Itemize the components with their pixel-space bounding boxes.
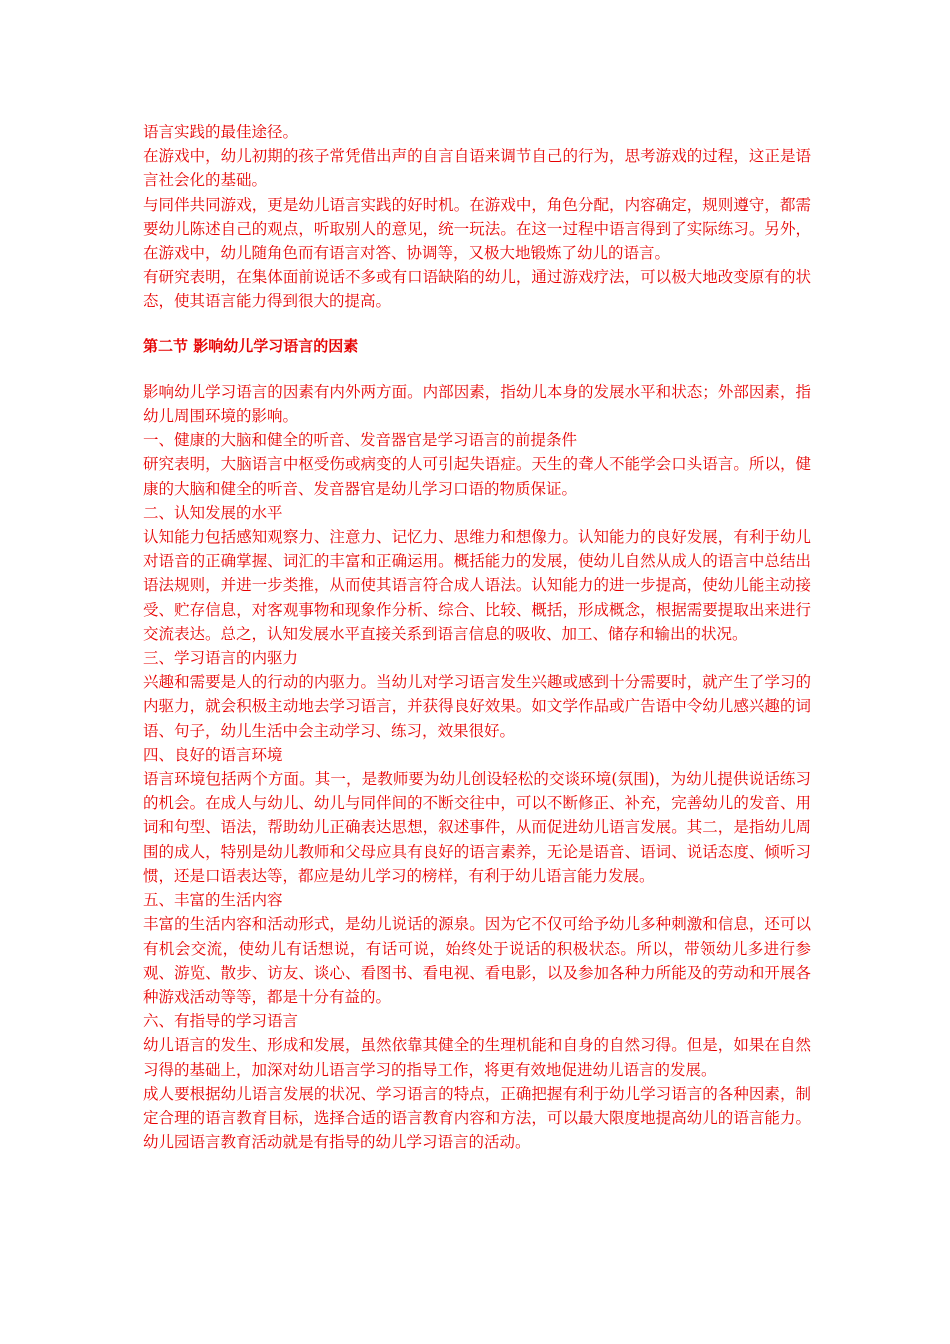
factor-body-2: 认知能力包括感知观察力、注意力、记忆力、思维力和想像力。认知能力的良好发展，有利于幼儿对语音的正确掌握、词汇的丰富和正确运用。概括能力的发展，使幼儿自然从成人的语言中总结出语法规则，并进一步类推，从而使其语言符合成人语法。认知能力的进一步提高，使幼儿能主动接受、贮存信息，对客观事物和现象作分析、综合、比较、概括，形成概念，根据需要提取出来进行交流表达。总之，认知发展水平直接关系到语言信息的吸收、加工、储存和输出的状况。: [143, 528, 811, 643]
intro-paragraph-2: 在游戏中，幼儿初期的孩子常凭借出声的自言自语来调节自己的行为，思考游戏的过程，这正是语言社会化的基础。: [143, 147, 811, 190]
factor-heading-5: 五、丰富的生活内容: [143, 891, 283, 910]
section-title: 第二节 影响幼儿学习语言的因素: [143, 336, 359, 355]
factor-body-1: 研究表明，大脑语言中枢受伤或病变的人可引起失语症。天生的聋人不能学会口头语言。所以，健康的大脑和健全的听音、发音器官是幼儿学习口语的物质保证。: [143, 455, 811, 498]
closing-paragraph: 成人要根据幼儿语言发展的状况、学习语言的特点，正确把握有利于幼儿学习语言的各种因素，制定合理的语言教育目标，选择合适的语言教育内容和方法，可以最大限度地提高幼儿的语言能力。幼儿园语言教育活动就是有指导的幼儿学习语言的活动。: [143, 1084, 811, 1152]
factor-body-6: 幼儿语言的发生、形成和发展，虽然依靠其健全的生理机能和自身的自然习得。但是，如果在自然习得的基础上，加深对幼儿语言学习的指导工作，将更有效地促进幼儿语言的发展。: [143, 1036, 811, 1079]
factor-heading-6: 六、有指导的学习语言: [143, 1012, 299, 1031]
intro-paragraph-3: 与同伴共同游戏，更是幼儿语言实践的好时机。在游戏中，角色分配，内容确定，规则遵守，都需要幼儿陈述自己的观点，听取别人的意见，统一玩法。在这一过程中语言得到了实际练习。另外，在游戏中，幼儿随角色而有语言对答、协调等，又极大地锻炼了幼儿的语言。: [143, 195, 811, 263]
factor-body-5: 丰富的生活内容和活动形式，是幼儿说话的源泉。因为它不仅可给予幼儿多种刺激和信息，还可以有机会交流，使幼儿有话想说，有话可说，始终处于说话的积极状态。所以，带领幼儿多进行参观、游览、散步、访友、谈心、看图书、看电视、看电影，以及参加各种力所能及的劳动和开展各种游戏活动等等，都是十分有益的。: [143, 915, 811, 1006]
factor-heading-1: 一、健康的大脑和健全的听音、发音器官是学习语言的前提条件: [143, 431, 578, 450]
factor-heading-4: 四、良好的语言环境: [143, 745, 283, 764]
document-body: [143, 120, 811, 1154]
factor-heading-3: 三、学习语言的内驱力: [143, 649, 299, 668]
intro-paragraph-1: 语言实践的最佳途径。: [143, 123, 299, 141]
factor-body-3: 兴趣和需要是人的行动的内驱力。当幼儿对学习语言发生兴趣或感到十分需要时，就产生了学习的内驱力，就会积极主动地去学习语言，并获得良好效果。如文学作品或广告语中令幼儿感兴趣的词语、句子，幼儿生活中会主动学习、练习，效果很好。: [143, 673, 811, 740]
factor-heading-2: 二、认知发展的水平: [143, 503, 283, 522]
intro-paragraph-4: 有研究表明，在集体面前说话不多或有口语缺陷的幼儿，通过游戏疗法，可以极大地改变原有的状态，使其语言能力得到很大的提高。: [143, 268, 811, 311]
section-intro: 影响幼儿学习语言的因素有内外两方面。内部因素，指幼儿本身的发展水平和状态；外部因素，指幼儿周围环境的影响。: [143, 382, 811, 426]
factor-body-4: 语言环境包括两个方面。其一，是教师要为幼儿创设轻松的交谈环境(氛围)，为幼儿提供说话练习的机会。在成人与幼儿、幼儿与同伴间的不断交往中，可以不断修正、补充，完善幼儿的发音、用词和句型、语法，帮助幼儿正确表达思想，叙述事件，从而促进幼儿语言发展。其二，是指幼儿周围的成人，特别是幼儿教师和父母应具有良好的语言素养，无论是语音、语词、说话态度、倾听习惯，还是口语表达等，都应是幼儿学习的榜样，有利于幼儿语言能力发展。: [143, 770, 811, 885]
